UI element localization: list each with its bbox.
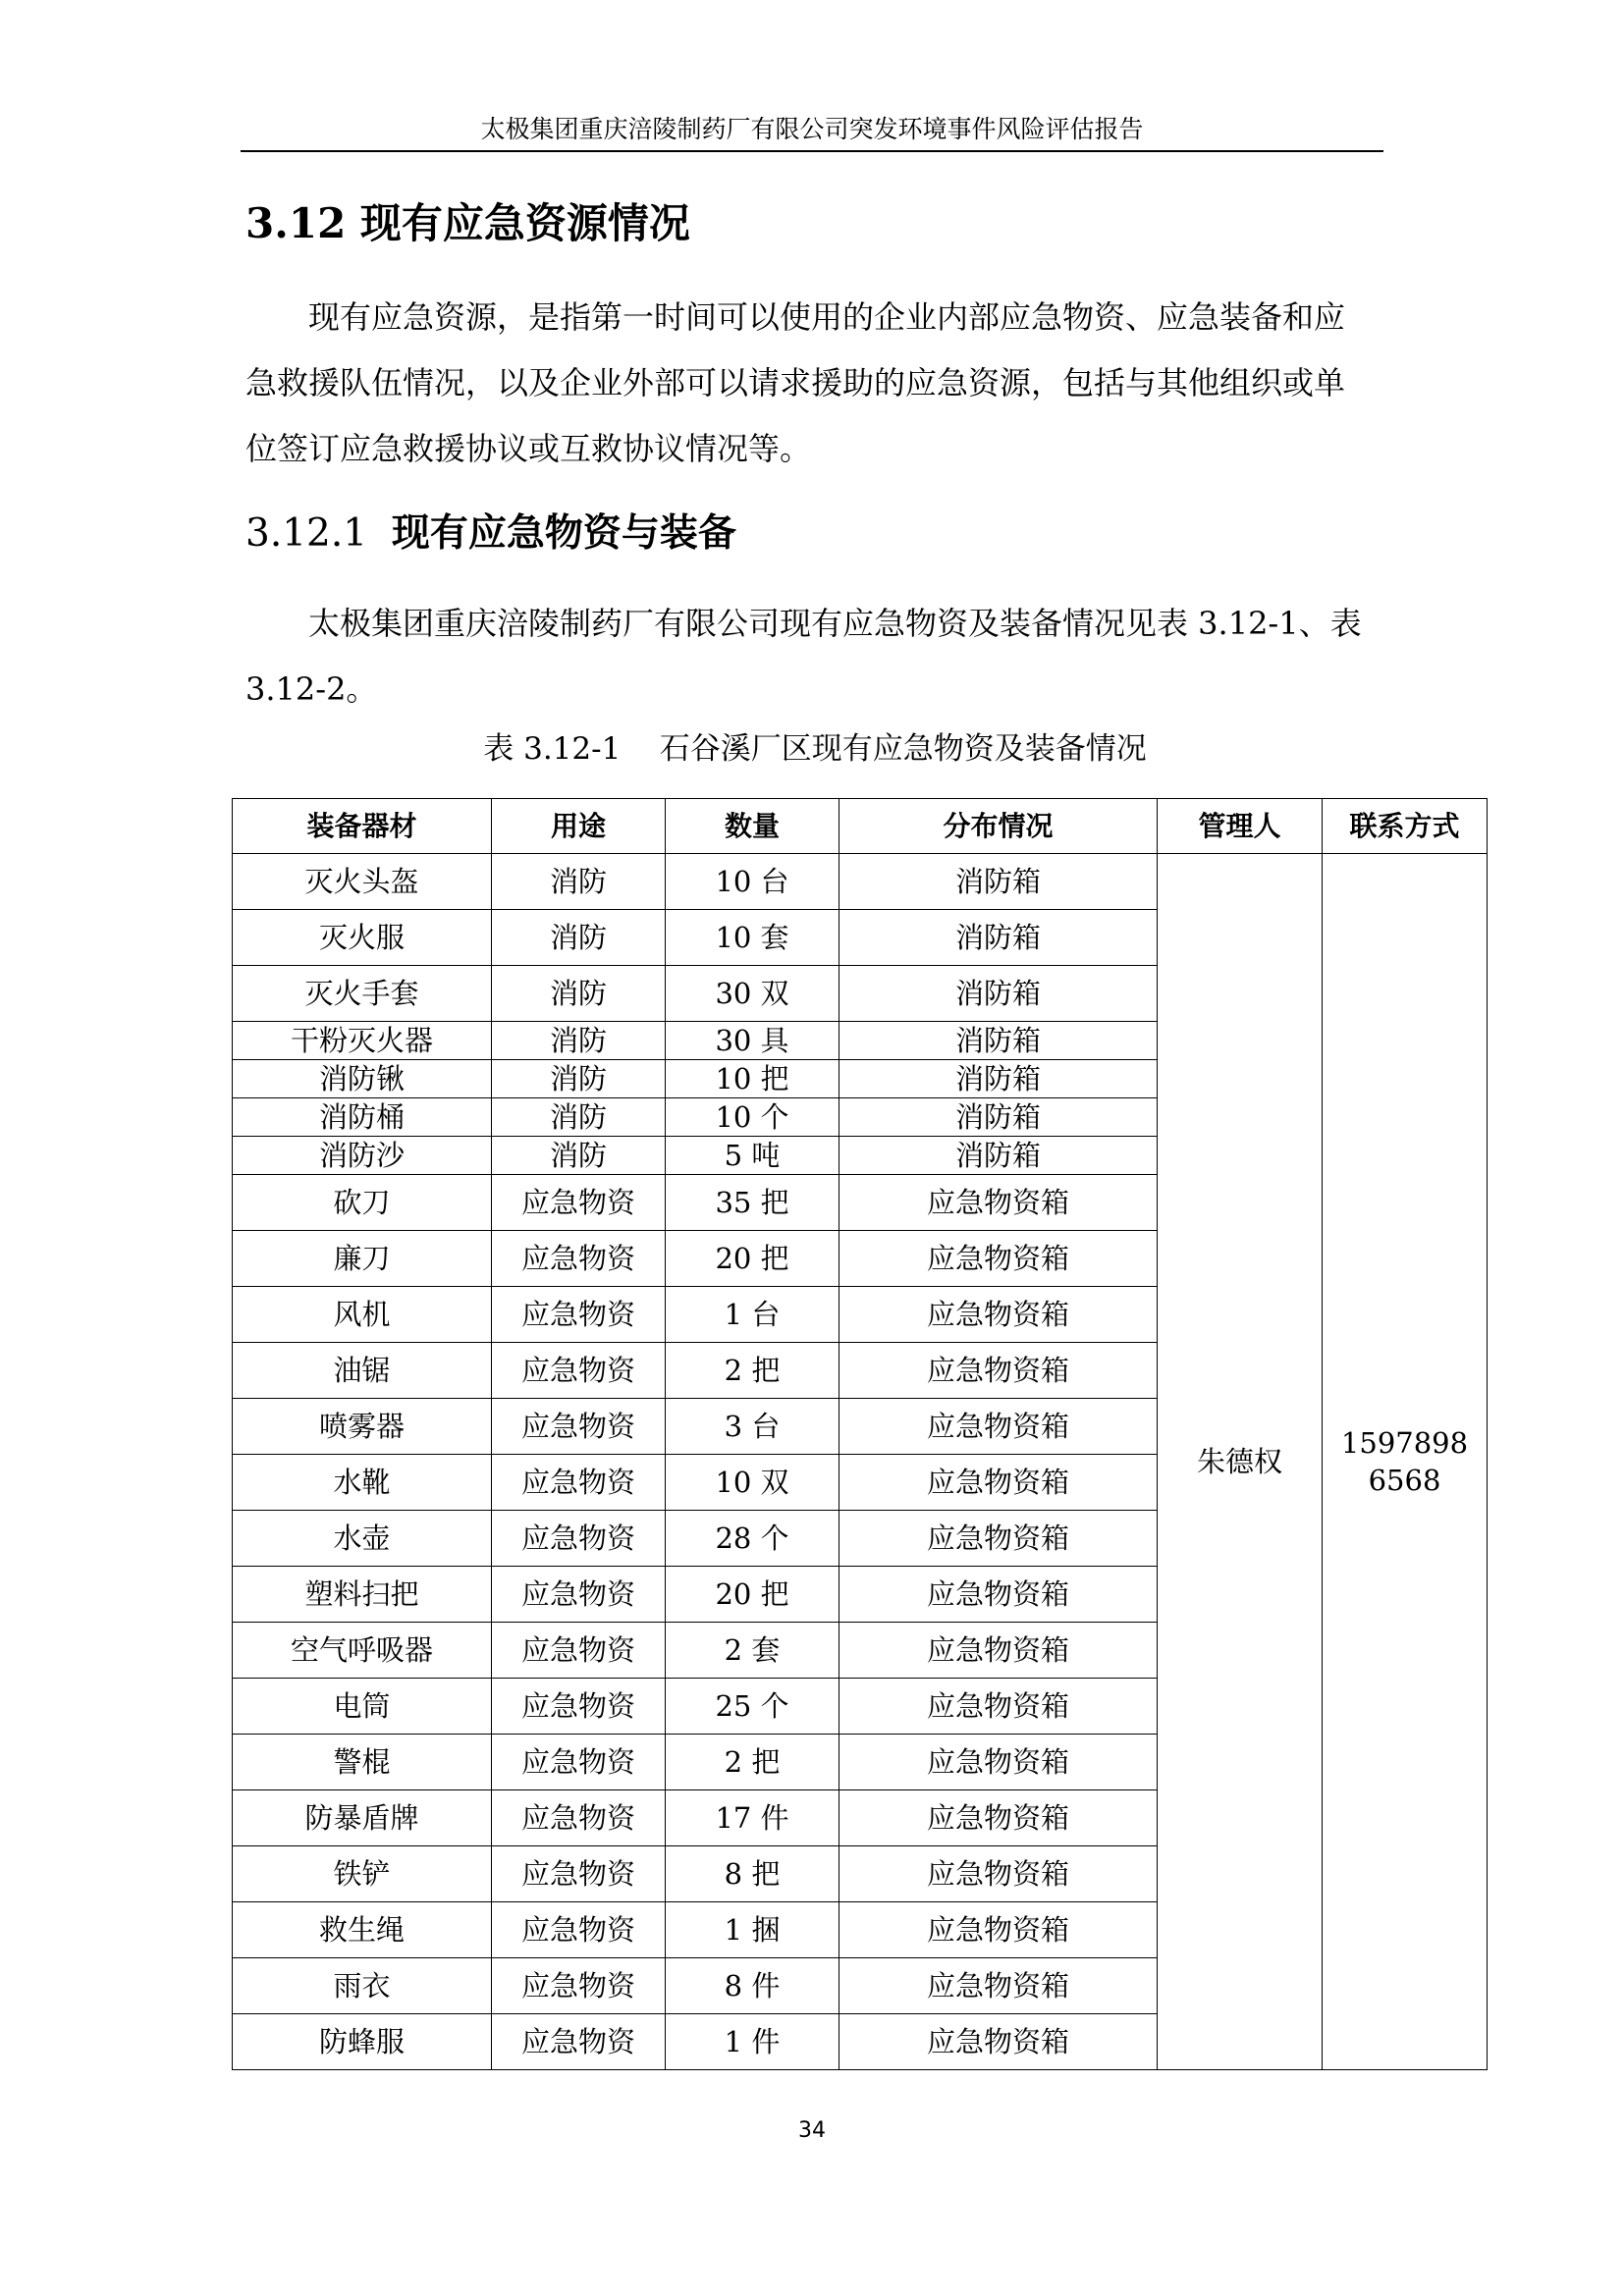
column-header-equipment: 装备器材 [233, 799, 492, 854]
contact-phone: 15978986568 [1340, 1426, 1469, 1497]
cell-location: 消防箱 [839, 966, 1158, 1022]
cell-purpose: 应急物资 [492, 1679, 666, 1735]
cell-equipment: 灭火手套 [233, 966, 492, 1022]
cell-location: 应急物资箱 [839, 1679, 1158, 1735]
cell-quantity: 1 捆 [666, 1902, 839, 1958]
cell-location: 应急物资箱 [839, 1735, 1158, 1790]
subsection-intro-line-2: 3.12-2。 [245, 670, 378, 708]
cell-quantity: 20 把 [666, 1567, 839, 1623]
cell-location: 应急物资箱 [839, 1343, 1158, 1399]
cell-quantity: 10 套 [666, 910, 839, 966]
cell-location: 应急物资箱 [839, 2014, 1158, 2070]
cell-purpose: 消防 [492, 1060, 666, 1098]
section-heading: 3.12 现有应急资源情况 [245, 199, 690, 247]
cell-quantity: 30 双 [666, 966, 839, 1022]
cell-contact [1323, 854, 1488, 2070]
cell-manager: 朱德权 [1158, 854, 1323, 2070]
cell-location: 消防箱 [839, 1137, 1158, 1175]
cell-quantity: 10 台 [666, 854, 839, 910]
cell-quantity: 10 把 [666, 1060, 839, 1098]
cell-purpose: 消防 [492, 966, 666, 1022]
equipment-table [232, 798, 1488, 2070]
cell-location: 应急物资箱 [839, 1511, 1158, 1567]
cell-purpose: 应急物资 [492, 1511, 666, 1567]
section-intro-line-2: 急救援队伍情况，以及企业外部可以请求援助的应急资源，包括与其他组织或单 [245, 364, 1346, 401]
cell-equipment: 空气呼吸器 [233, 1623, 492, 1679]
cell-purpose: 应急物资 [492, 1902, 666, 1958]
table-header-row [233, 799, 1488, 854]
subsection-heading [245, 504, 736, 563]
cell-equipment: 水靴 [233, 1455, 492, 1511]
table-caption: 表 3.12-1 石谷溪厂区现有应急物资及装备情况 [483, 731, 1147, 767]
cell-equipment: 雨衣 [233, 1958, 492, 2014]
cell-location: 应急物资箱 [839, 1455, 1158, 1511]
cell-purpose: 应急物资 [492, 1567, 666, 1623]
subsection-intro-paragraph [245, 591, 1384, 722]
cell-purpose: 应急物资 [492, 1623, 666, 1679]
cell-equipment: 灭火服 [233, 910, 492, 966]
cell-purpose: 应急物资 [492, 1958, 666, 2014]
cell-location: 应急物资箱 [839, 1623, 1158, 1679]
section-intro-line-3: 位签订应急救援协议或互救协议情况等。 [245, 430, 812, 467]
cell-location: 应急物资箱 [839, 1287, 1158, 1343]
cell-quantity: 2 把 [666, 1343, 839, 1399]
cell-equipment: 防暴盾牌 [233, 1790, 492, 1846]
cell-purpose: 应急物资 [492, 1175, 666, 1231]
cell-location: 消防箱 [839, 1060, 1158, 1098]
running-header: 太极集团重庆涪陵制药厂有限公司突发环境事件风险评估报告 [480, 115, 1144, 143]
cell-equipment: 消防锹 [233, 1060, 492, 1098]
section-intro-line-1: 现有应急资源，是指第一时间可以使用的企业内部应急物资、应急装备和应 [308, 298, 1346, 336]
cell-location: 消防箱 [839, 854, 1158, 910]
cell-quantity: 8 把 [666, 1846, 839, 1902]
cell-quantity: 20 把 [666, 1231, 839, 1287]
cell-quantity: 2 把 [666, 1735, 839, 1790]
cell-equipment: 油锯 [233, 1343, 492, 1399]
cell-location: 消防箱 [839, 1022, 1158, 1060]
cell-purpose: 应急物资 [492, 1455, 666, 1511]
cell-equipment: 廉刀 [233, 1231, 492, 1287]
section-intro-paragraph [245, 285, 1384, 482]
cell-equipment: 风机 [233, 1287, 492, 1343]
cell-location: 应急物资箱 [839, 1846, 1158, 1902]
cell-location: 应急物资箱 [839, 1175, 1158, 1231]
cell-location: 应急物资箱 [839, 1231, 1158, 1287]
cell-location: 应急物资箱 [839, 1958, 1158, 2014]
cell-location: 应急物资箱 [839, 1790, 1158, 1846]
cell-purpose: 应急物资 [492, 1399, 666, 1455]
cell-purpose: 应急物资 [492, 1287, 666, 1343]
cell-location: 消防箱 [839, 1098, 1158, 1137]
cell-quantity: 1 台 [666, 1287, 839, 1343]
cell-equipment: 塑料扫把 [233, 1567, 492, 1623]
cell-equipment: 警棍 [233, 1735, 492, 1790]
cell-quantity: 30 具 [666, 1022, 839, 1060]
cell-purpose: 应急物资 [492, 1343, 666, 1399]
cell-location: 应急物资箱 [839, 1902, 1158, 1958]
table-row [233, 854, 1488, 910]
cell-quantity: 35 把 [666, 1175, 839, 1231]
column-header-location: 分布情况 [839, 799, 1158, 854]
page-number: 34 [798, 2118, 826, 2143]
cell-quantity: 3 台 [666, 1399, 839, 1455]
cell-equipment: 铁铲 [233, 1846, 492, 1902]
cell-equipment: 救生绳 [233, 1902, 492, 1958]
cell-quantity: 8 件 [666, 1958, 839, 2014]
cell-purpose: 应急物资 [492, 1735, 666, 1790]
cell-quantity: 10 个 [666, 1098, 839, 1137]
cell-quantity: 5 吨 [666, 1137, 839, 1175]
cell-quantity: 1 件 [666, 2014, 839, 2070]
cell-quantity: 28 个 [666, 1511, 839, 1567]
cell-quantity: 10 双 [666, 1455, 839, 1511]
cell-equipment: 消防沙 [233, 1137, 492, 1175]
column-header-contact: 联系方式 [1323, 799, 1488, 854]
cell-purpose: 应急物资 [492, 1790, 666, 1846]
cell-quantity: 2 套 [666, 1623, 839, 1679]
cell-equipment: 水壶 [233, 1511, 492, 1567]
cell-purpose: 消防 [492, 1137, 666, 1175]
cell-equipment: 喷雾器 [233, 1399, 492, 1455]
cell-purpose: 消防 [492, 910, 666, 966]
cell-location: 消防箱 [839, 910, 1158, 966]
subsection-number: 3.12.1 [245, 511, 368, 556]
cell-quantity: 25 个 [666, 1679, 839, 1735]
column-header-quantity: 数量 [666, 799, 839, 854]
cell-purpose: 应急物资 [492, 2014, 666, 2070]
cell-equipment: 干粉灭火器 [233, 1022, 492, 1060]
cell-location: 应急物资箱 [839, 1399, 1158, 1455]
column-header-purpose: 用途 [492, 799, 666, 854]
cell-purpose: 应急物资 [492, 1231, 666, 1287]
cell-equipment: 砍刀 [233, 1175, 492, 1231]
cell-equipment: 灭火头盔 [233, 854, 492, 910]
cell-purpose: 消防 [492, 854, 666, 910]
cell-purpose: 应急物资 [492, 1846, 666, 1902]
column-header-manager: 管理人 [1158, 799, 1323, 854]
cell-purpose: 消防 [492, 1098, 666, 1137]
cell-quantity: 17 件 [666, 1790, 839, 1846]
cell-location: 应急物资箱 [839, 1567, 1158, 1623]
subsection-title: 现有应急物资与装备 [391, 510, 736, 556]
cell-equipment: 电筒 [233, 1679, 492, 1735]
cell-purpose: 消防 [492, 1022, 666, 1060]
cell-equipment: 防蜂服 [233, 2014, 492, 2070]
subsection-intro-line-1: 太极集团重庆涪陵制药厂有限公司现有应急物资及装备情况见表 3.12-1、表 [308, 605, 1362, 642]
cell-equipment: 消防桶 [233, 1098, 492, 1137]
header-rule [241, 150, 1383, 152]
